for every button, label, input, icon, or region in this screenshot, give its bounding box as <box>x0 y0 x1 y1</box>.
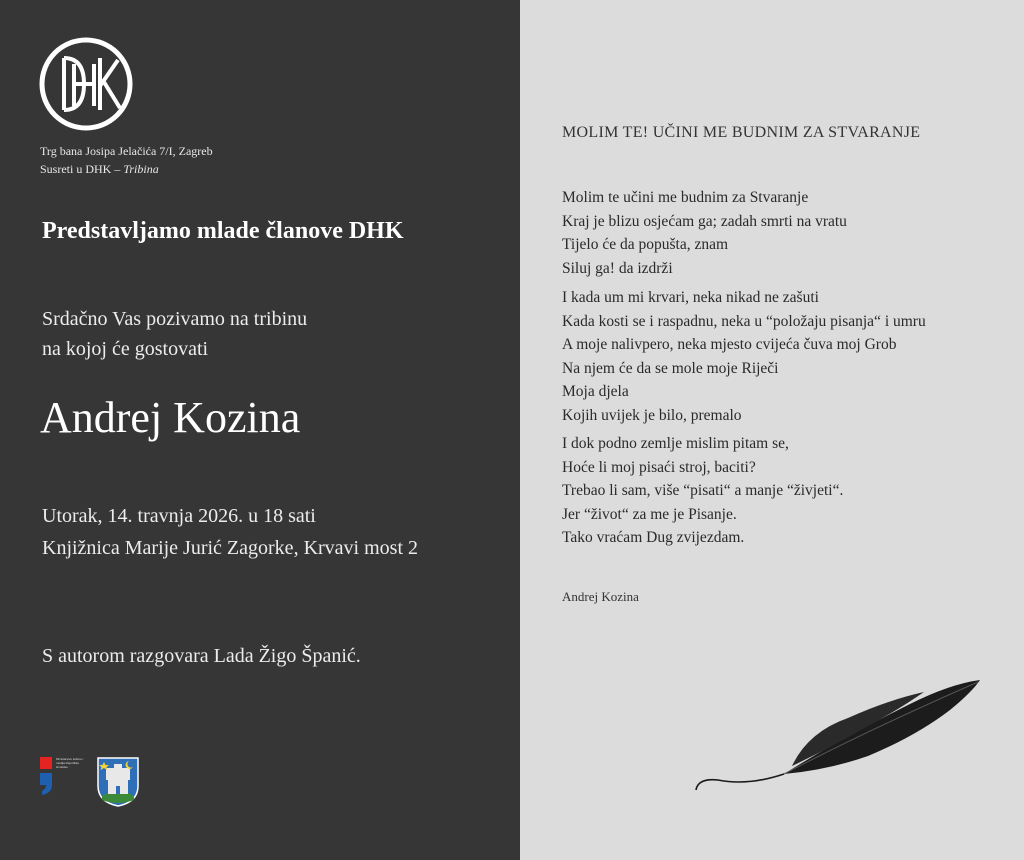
series-name: Tribina <box>123 162 159 176</box>
poem-line: I kada um mi krvari, neka nikad ne zašuti <box>562 289 819 306</box>
guest-author-name: Andrej Kozina <box>40 393 301 442</box>
series-prefix: Susreti u DHK – <box>40 162 124 176</box>
poem-line: Kojih uvijek je bilo, premalo <box>562 406 742 424</box>
poem-line: Tako vraćam Dug zvijezdam. <box>562 529 745 546</box>
quill-feather-icon <box>688 670 988 800</box>
poem-line: Tijelo će da popušta, znam <box>562 236 729 253</box>
poem-line: Kraj je blizu osjećam ga; zadah smrti na vratu <box>562 212 847 230</box>
address-block <box>40 142 213 178</box>
poem-title: MOLIM TE! UČINI ME BUDNIM ZA STVARANJE <box>562 124 921 141</box>
ministry-comma-icon <box>40 773 52 795</box>
event-place: Knjižnica Marije Jurić Zagorke, Krvavi most 2 <box>42 537 418 559</box>
dhk-logo <box>38 36 134 132</box>
poem-stanza-1 <box>562 186 847 280</box>
moderator-line: S autorom razgovara Lada Žigo Španić. <box>42 645 361 667</box>
ministry-logo <box>40 757 90 811</box>
poem-signature: Andrej Kozina <box>562 589 639 604</box>
poem-line: Trebao li sam, više “pisati“ a manje “živjeti“. <box>562 482 844 499</box>
event-headline: Predstavljamo mlade članove DHK <box>42 218 404 244</box>
poem-line: Molim te učini me budnim za Stvaranje <box>562 189 809 206</box>
zagreb-crest-icon <box>96 756 140 808</box>
poem-stanza-2 <box>562 286 926 427</box>
poem-stanza-3 <box>562 432 843 550</box>
address-line: Trg bana Josipa Jelačića 7/I, Zagreb <box>40 144 213 158</box>
invitation-line-1: Srdačno Vas pozivamo na tribinu <box>42 308 308 330</box>
series-line <box>40 160 213 178</box>
poem-line: Siluj ga! da izdrži <box>562 259 673 277</box>
ministry-red-square-icon <box>40 757 52 769</box>
poem-line: Kada kosti se i raspadnu, neka u “položaju pisanja“ i umru <box>562 312 926 330</box>
poem-line: I dok podno zemlje mislim pitam se, <box>562 435 789 452</box>
poem-line: Na njem će da se mole moje Riječi <box>562 359 779 377</box>
event-date: Utorak, 14. travnja 2026. u 18 sati <box>42 505 316 527</box>
poem-line: A moje nalivpero, neka mjesto cvijeća čuva moj Grob <box>562 336 897 353</box>
invitation-line-2: na kojoj će gostovati <box>42 338 209 360</box>
poem-line: Moja djela <box>562 383 629 400</box>
invitation-text <box>42 304 307 364</box>
poem-line: Jer “život“ za me je Pisanje. <box>562 505 737 523</box>
ministry-text: Ministarstvo kulture i medija Republike Hrvatske <box>56 757 84 769</box>
event-details <box>42 500 418 564</box>
poem-line: Hoće li moj pisaći stroj, baciti? <box>562 458 756 476</box>
